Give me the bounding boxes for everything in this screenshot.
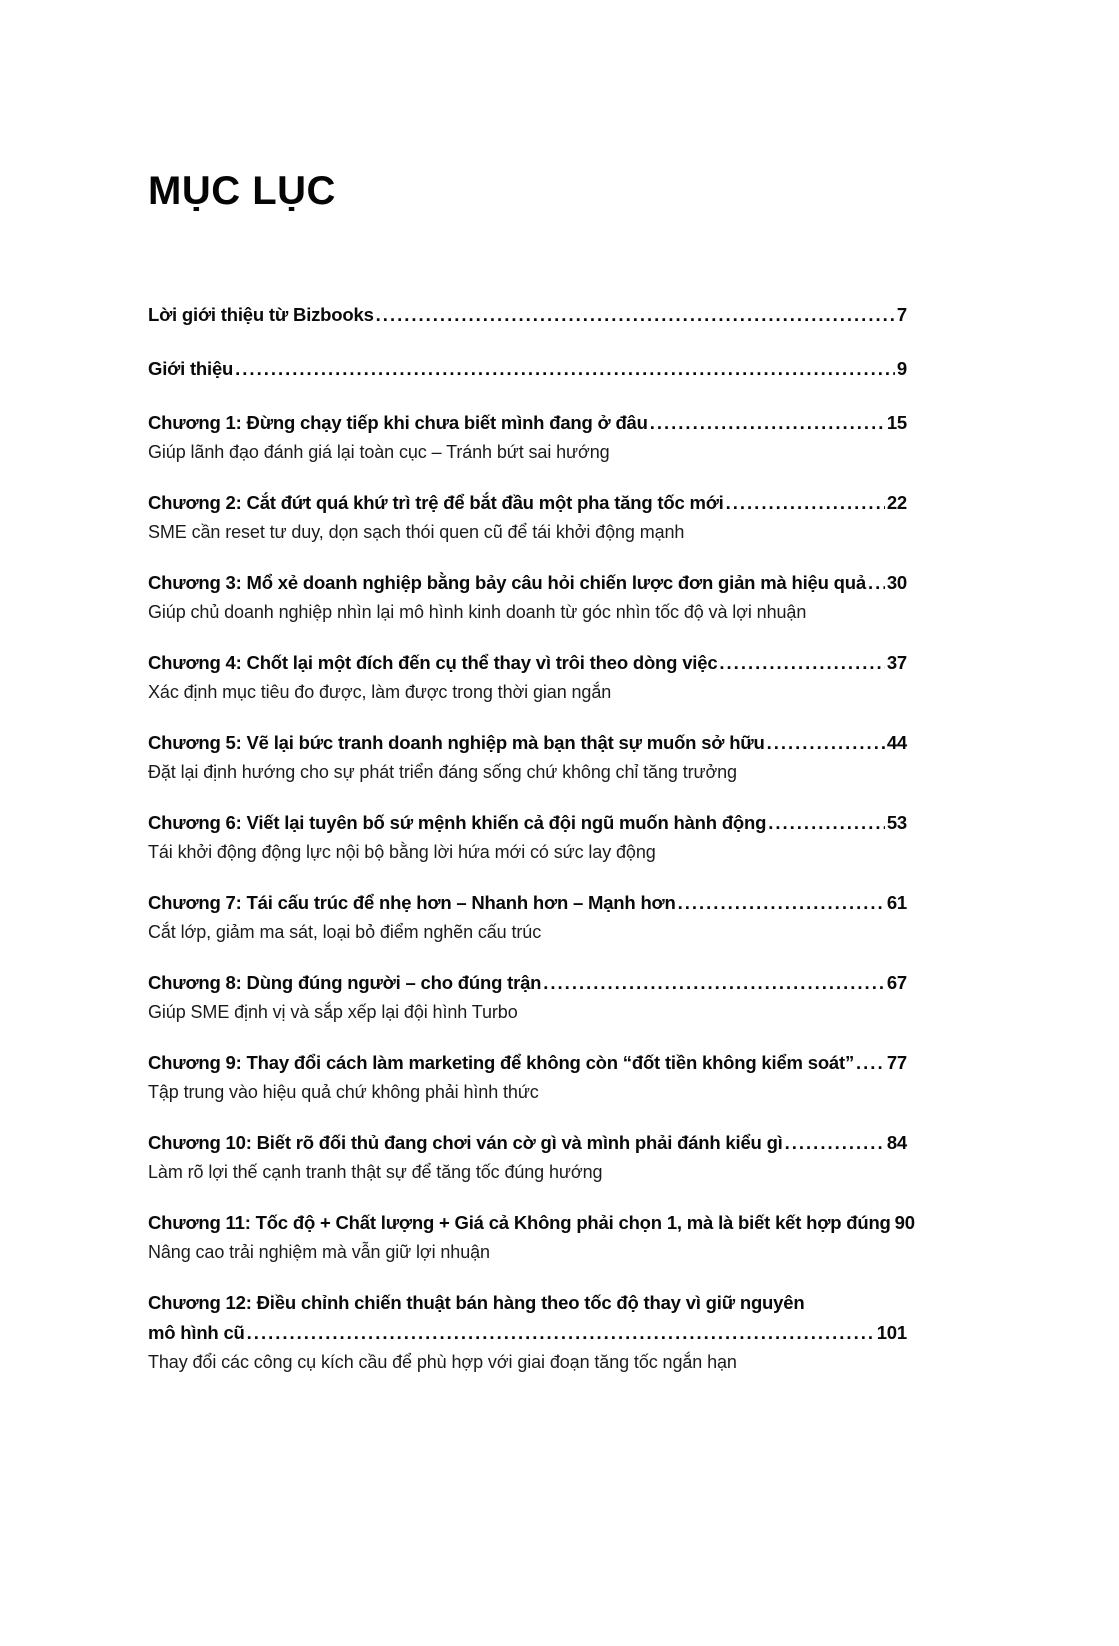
- dot-leader: [719, 648, 884, 678]
- dot-leader: [235, 354, 895, 384]
- dot-leader: [726, 488, 885, 518]
- toc-entry-title-continuation: mô hình cũ: [148, 1322, 245, 1343]
- toc-entry: [148, 488, 907, 546]
- toc-entry-subtitle: Nâng cao trải nghiệm mà vẫn giữ lợi nhuận: [148, 1242, 490, 1262]
- dot-leader: [768, 808, 885, 838]
- toc-entry-page: 53: [886, 812, 907, 833]
- toc-entry-title-row: [148, 728, 907, 758]
- dot-leader: [543, 968, 885, 998]
- toc-entry-subtitle: Đặt lại định hướng cho sự phát triển đáng sống chứ không chỉ tăng trưởng: [148, 762, 737, 782]
- toc-entry-title-row: [148, 408, 907, 438]
- toc-entry-title-row: [148, 1288, 907, 1318]
- toc-entry: [148, 888, 907, 946]
- toc-entry: [148, 968, 907, 1026]
- toc-entry: [148, 568, 907, 626]
- toc-entry-title: Lời giới thiệu từ Bizbooks: [148, 304, 374, 325]
- toc-entry-page: 77: [886, 1052, 907, 1073]
- toc-entry-page: 9: [896, 358, 907, 379]
- toc-entry-title: Chương 4: Chốt lại một đích đến cụ thể thay vì trôi theo dòng việc: [148, 652, 718, 673]
- toc-entry: [148, 1048, 907, 1106]
- toc-entry-title: Chương 8: Dùng đúng người – cho đúng trận: [148, 972, 542, 993]
- toc-entry-subtitle: Tái khởi động động lực nội bộ bằng lời hứa mới có sức lay động: [148, 842, 656, 862]
- toc-entry-page: 7: [896, 304, 907, 325]
- toc-entry-title-row: [148, 1318, 907, 1348]
- toc-entry: [148, 648, 907, 706]
- toc-entry-page: 37: [886, 652, 907, 673]
- toc-entry-subtitle: Giúp chủ doanh nghiệp nhìn lại mô hình kinh doanh từ góc nhìn tốc độ và lợi nhuận: [148, 602, 807, 622]
- toc-entry-title-row: [148, 1128, 907, 1158]
- dot-leader: [376, 300, 895, 330]
- toc-entry-title: Chương 11: Tốc độ + Chất lượng + Giá cả Không phải chọn 1, mà là biết kết hợp đúng: [148, 1212, 891, 1233]
- toc-entry-title-row: [148, 1048, 907, 1078]
- toc-entry: [148, 300, 907, 330]
- toc-entry-subtitle: Làm rõ lợi thế cạnh tranh thật sự để tăng tốc đúng hướng: [148, 1162, 603, 1182]
- toc-entry: [148, 408, 907, 466]
- dot-leader: [868, 568, 885, 598]
- toc-entry: [148, 1288, 907, 1376]
- toc-entry-title: Chương 6: Viết lại tuyên bố sứ mệnh khiến cả đội ngũ muốn hành động: [148, 812, 767, 833]
- toc-entry-subtitle: Giúp lãnh đạo đánh giá lại toàn cục – Tránh bứt sai hướng: [148, 442, 610, 462]
- toc-entry-page: 44: [886, 732, 907, 753]
- page-title: MỤC LỤC: [148, 169, 336, 213]
- toc-entry-title: Chương 5: Vẽ lại bức tranh doanh nghiệp mà bạn thật sự muốn sở hữu: [148, 732, 765, 753]
- toc-entry: [148, 808, 907, 866]
- toc-entry-title: Chương 9: Thay đổi cách làm marketing để không còn “đốt tiền không kiểm soát”: [148, 1052, 855, 1073]
- toc-entry-subtitle: Xác định mục tiêu đo được, làm được trong thời gian ngắn: [148, 682, 612, 702]
- toc-entry-subtitle: SME cần reset tư duy, dọn sạch thói quen cũ để tái khởi động mạnh: [148, 522, 685, 542]
- toc-entry-title-row: [148, 808, 907, 838]
- toc-entry-page: 15: [886, 412, 907, 433]
- toc-entry-page: 90: [894, 1212, 915, 1233]
- dot-leader: [650, 408, 885, 438]
- toc-entry-title: Chương 3: Mổ xẻ doanh nghiệp bằng bảy câu hỏi chiến lược đơn giản mà hiệu quả: [148, 572, 866, 593]
- toc-entry: [148, 728, 907, 786]
- toc-entry-title: Chương 2: Cắt đứt quá khứ trì trệ để bắt đầu một pha tăng tốc mới: [148, 492, 724, 513]
- toc-entry-title: Chương 10: Biết rõ đối thủ đang chơi ván cờ gì và mình phải đánh kiểu gì: [148, 1132, 783, 1153]
- toc-entry-page: 61: [886, 892, 907, 913]
- toc-entry-page: 30: [886, 572, 907, 593]
- toc-entry-page: 84: [886, 1132, 907, 1153]
- toc-entry-title-row: [148, 968, 907, 998]
- toc-entry-title-row: [148, 300, 907, 330]
- toc-entry-subtitle: Tập trung vào hiệu quả chứ không phải hình thức: [148, 1082, 539, 1102]
- toc-entry-title: Chương 12: Điều chỉnh chiến thuật bán hàng theo tốc độ thay vì giữ nguyên: [148, 1292, 805, 1313]
- dot-leader: [767, 728, 885, 758]
- toc-entry-title-row: [148, 888, 907, 918]
- toc-entry: [148, 1128, 907, 1186]
- toc-entry-title-row: [148, 1208, 915, 1238]
- dot-leader: [247, 1318, 875, 1348]
- toc-entry: [148, 354, 907, 384]
- table-of-contents: [148, 300, 915, 1376]
- toc-entry-title: Chương 7: Tái cấu trúc để nhẹ hơn – Nhanh hơn – Mạnh hơn: [148, 892, 676, 913]
- toc-entry-title-row: [148, 488, 907, 518]
- toc-entry-subtitle: Cắt lớp, giảm ma sát, loại bỏ điểm nghẽn cấu trúc: [148, 922, 542, 942]
- toc-entry-title-row: [148, 568, 907, 598]
- toc-entry: [148, 1208, 915, 1266]
- toc-entry-page: 101: [876, 1322, 907, 1343]
- toc-entry-page: 22: [886, 492, 907, 513]
- dot-leader: [785, 1128, 885, 1158]
- toc-entry-page: 67: [886, 972, 907, 993]
- toc-entry-title: Chương 1: Đừng chạy tiếp khi chưa biết mình đang ở đâu: [148, 412, 648, 433]
- toc-entry-subtitle: Giúp SME định vị và sắp xếp lại đội hình Turbo: [148, 1002, 518, 1022]
- toc-entry-title-row: [148, 354, 907, 384]
- toc-entry-title: Giới thiệu: [148, 358, 234, 379]
- dot-leader: [678, 888, 885, 918]
- dot-leader: [856, 1048, 885, 1078]
- toc-entry-title-row: [148, 648, 907, 678]
- toc-entry-subtitle: Thay đổi các công cụ kích cầu để phù hợp với giai đoạn tăng tốc ngắn hạn: [148, 1352, 737, 1372]
